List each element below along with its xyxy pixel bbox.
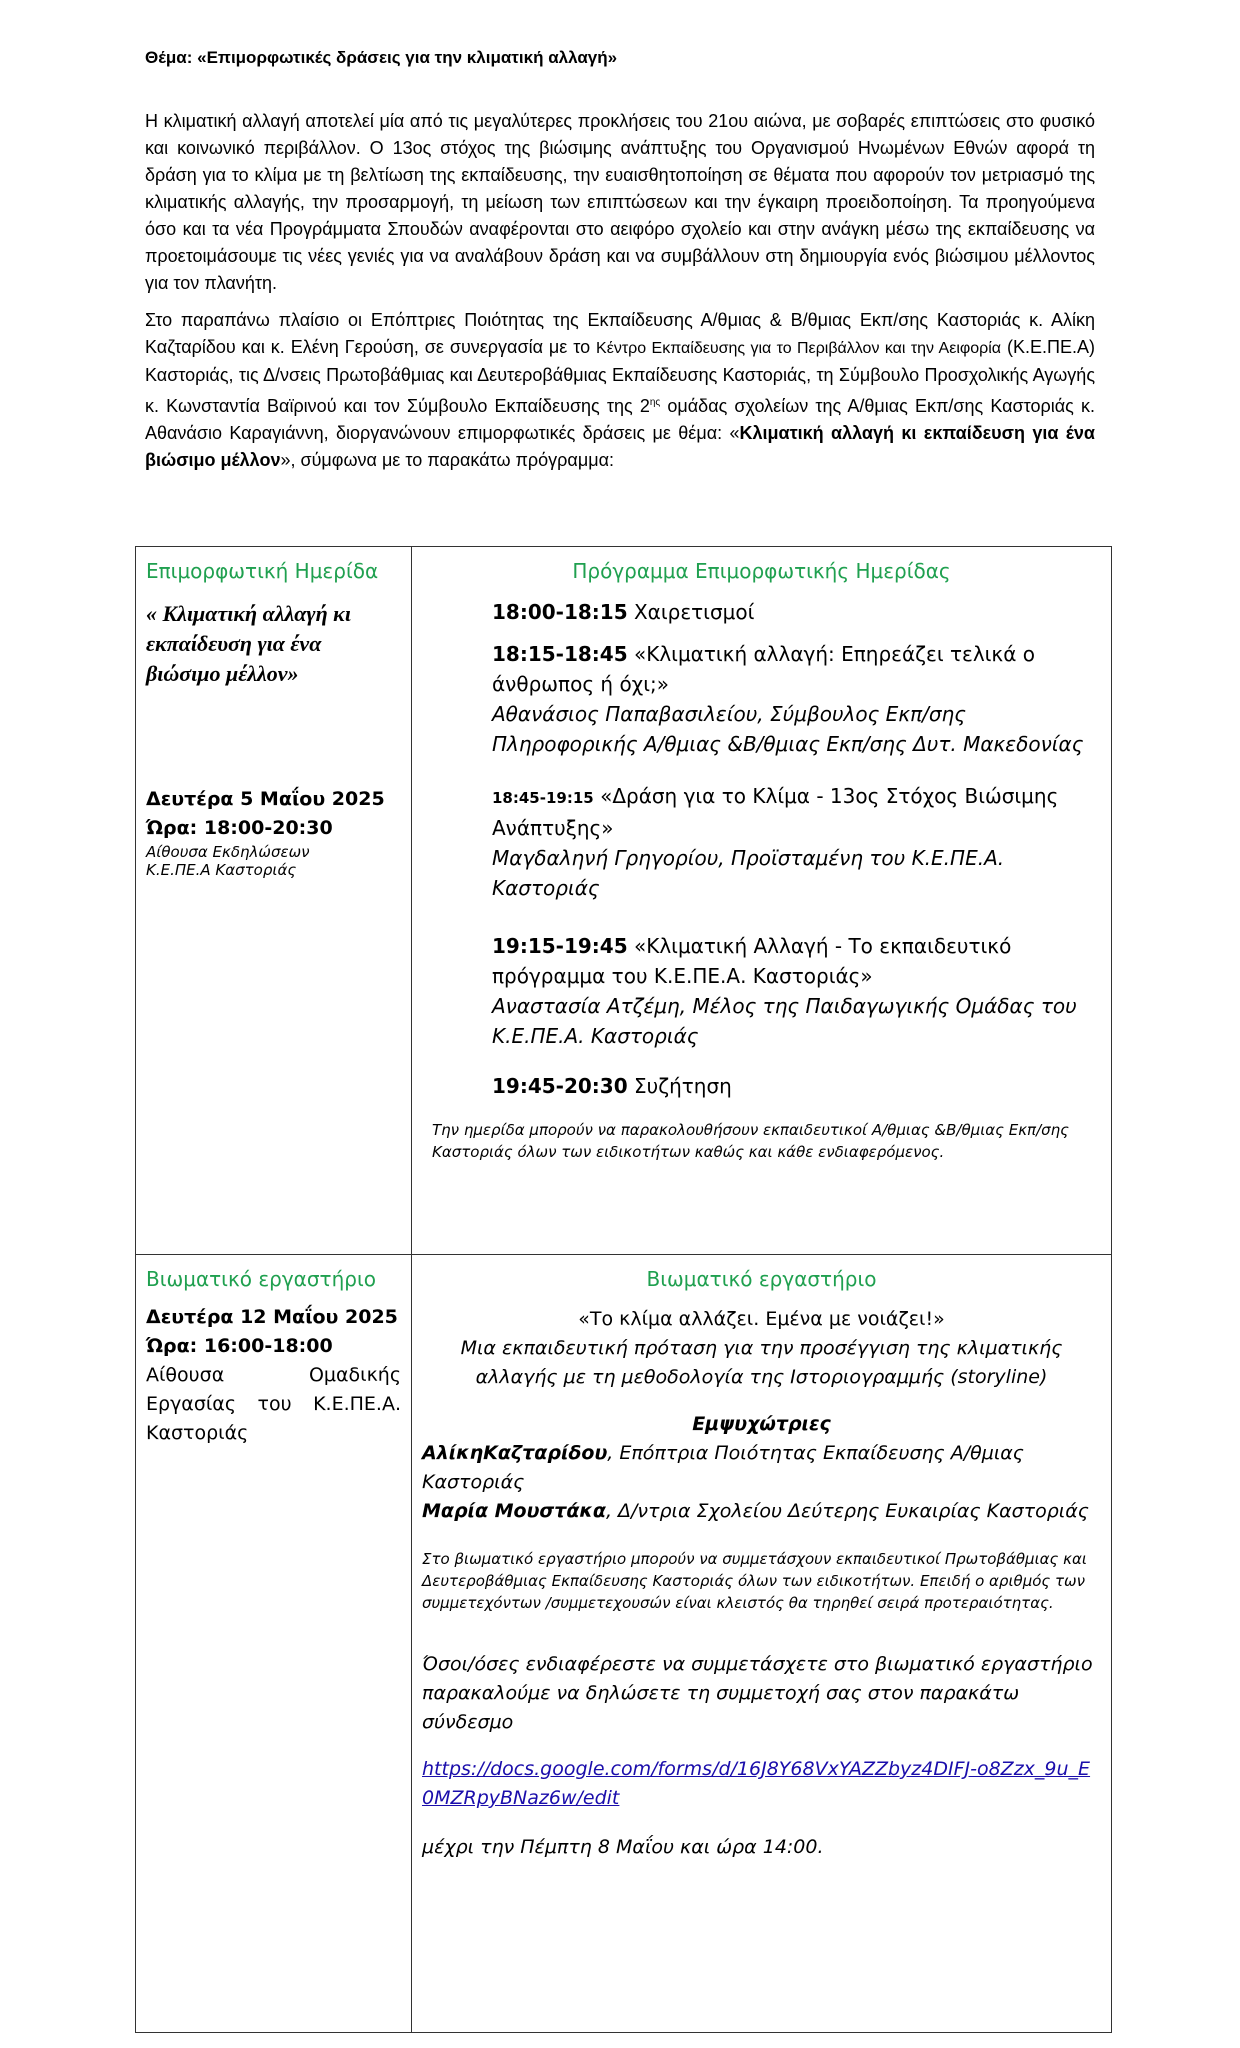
intro-paragraph: Η κλιματική αλλαγή αποτελεί μία από τις μεγαλύτερες προκλήσεις του 21ου αιώνα, με σοβαρές επιπτώσεις στο φυσικό και κοινωνικό περιβάλλον. Ο 13ος στόχος της βιώσιμης ανάπτυξης του Οργανισμού Ηνωμένων Εθνών αφορά τη δράση για το κλίμα με τη βελτίωση της εκπαίδευσης, την ευαισθητοποίηση σε θέματα που αφορούν τον μετριασμό της κλιματικής αλλαγής, την προσαρμογή, τη μείωση των επιπτώσεων και την έγκαιρη προειδοποίηση. Τα προηγούμενα όσο και τα νέα Προγράμματα Σπουδών αναφέρονται στο αειφόρο σχολείο και στην ανάγκη μέσω της εκπαίδευσης να προετοιμάσουμε τις νέες γενιές για να αναλάβουν δράση και να συμβάλλουν στη δημιουργία ενός βιώσιμου μέλλοντος για τον πλανήτη. xyxy=(145,111,1095,293)
workshop-participants-note: Στο βιωματικό εργαστήριο μπορούν να συμμετάσχουν εκπαιδευτικοί Πρωτοβάθμιας και Δευτεροβάθμιας Εκπαίδευσης Καστοριάς όλων των ειδικοτήτων. Επειδή ο αριθμός των συμμετεχόντων /συμμετεχουσών είναι κλειστός θα τηρηθεί σειρά προτεραιότητας. xyxy=(422,1550,1087,1612)
program-item-time: 19:15-19:45 xyxy=(492,934,628,958)
facilitator-2-role: , Δ/ντρια Σχολείου Δεύτερης Ευκαιρίας Καστοριάς xyxy=(605,1500,1089,1522)
seminar-program-heading: Πρόγραμμα Επιμορφωτικής Ημερίδας xyxy=(572,559,951,583)
program-item-text: «Κλιματική Αλλαγή - Το εκπαιδευτικό πρόγραμμα του Κ.Ε.ΠΕ.Α. Καστοριάς» xyxy=(492,934,1012,988)
program-item-time: 19:45-20:30 xyxy=(492,1074,628,1098)
seminar-venue-line xyxy=(146,843,401,861)
workshop-time: Ώρα: 16:00-18:00 xyxy=(146,1335,333,1357)
seminar-title: « Κλιματική αλλαγή κι εκπαίδευση για ένα βιώσιμο μέλλον» xyxy=(146,601,351,686)
program-item-time: 18:45-19:15 xyxy=(492,789,594,807)
registration-link-wrap xyxy=(422,1755,1101,1813)
facilitators-heading: Εμψυχώτριες xyxy=(692,1413,831,1435)
workshop-right-cell xyxy=(412,1255,1112,2033)
seminar-right-cell xyxy=(412,547,1112,1255)
seminar-venue-b: Κ.Ε.ΠΕ.Α Καστοριάς xyxy=(146,861,297,879)
program-item xyxy=(492,597,1101,627)
program-item-text: «Δράση για το Κλίμα - 13ος Στόχος Βιώσιμης Ανάπτυξης» xyxy=(492,784,1059,840)
registration-link[interactable]: https://docs.google.com/forms/d/16J8Y68VxYAZZbyz4DIFJ-o8Zzx_9u_E0MZRpyBNaz6w/edit xyxy=(422,1758,1091,1809)
program-item xyxy=(492,931,1101,1051)
program-item-speaker: Αναστασία Ατζέμη, Μέλος της Παιδαγωγικής Ομάδας του Κ.Ε.ΠΕ.Α. Καστοριάς xyxy=(492,994,1077,1048)
seminar-date: Δευτέρα 5 Μαΐου 2025 xyxy=(146,788,385,810)
organizers-text-b: (Κ.Ε.ΠΕ.Α) Καστοριάς, τις Δ/νσεις Πρωτοβάθμιας και Δευτεροβάθμιας Εκπαίδευσης Καστοριάς, τη Σύμβουλο Προσχολικής Αγωγής κ. Κωνσταντία Βαϊρινού και τον Σύμβουλο Εκπαίδευσης της 2 xyxy=(145,337,1096,416)
program-table xyxy=(135,546,1112,2033)
program-item-speaker: Αθανάσιος Παπαβασιλείου, Σύμβουλος Εκπ/σης Πληροφορικής Α/θμιας &Β/θμιας Εκπ/σης Δυτ. Μακεδονίας xyxy=(492,702,1084,756)
program-item xyxy=(492,639,1101,759)
facilitator-2-name: Μαρία Μουστάκα xyxy=(422,1500,606,1522)
seminar-row xyxy=(136,547,1112,1255)
facilitator-1 xyxy=(422,1439,1101,1497)
workshop-left-heading: Βιωματικό εργαστήριο xyxy=(146,1267,376,1291)
seminar-venue-a: Αίθουσα Εκδηλώσεων xyxy=(146,843,310,861)
workshop-quote: «Το κλίμα αλλάζει. Εμένα με νοιάζει!» xyxy=(578,1308,945,1330)
program-item-time: 18:15-18:45 xyxy=(492,642,628,666)
registration-text: Όσοι/όσες ενδιαφέρεστε να συμμετάσχετε στο βιωματικό εργαστήριο παρακαλούμε να δηλώσετε τη συμμετοχή σας στον παρακάτω σύνδεσμο xyxy=(422,1653,1093,1733)
workshop-left-cell xyxy=(136,1255,412,2033)
workshop-subtitle: Μια εκπαιδευτική πρόταση για την προσέγγιση της κλιματικής αλλαγής με τη μεθοδολογία της Ιστοριογραμμής (storyline) xyxy=(460,1337,1063,1388)
kepea-full-name: Κέντρο Εκπαίδευσης για το Περιβάλλον και την Αειφορία xyxy=(596,340,1002,357)
facilitator-1-role: , Επόπτρια Ποιότητας Εκπαίδευσης Α/θμιας Καστοριάς xyxy=(422,1442,1024,1493)
workshop-venue: Αίθουσα Ομαδικής Εργασίας του Κ.Ε.ΠΕ.Α. Καστοριάς xyxy=(146,1364,401,1444)
program-item-speaker: Μαγδαληνή Γρηγορίου, Προϊσταμένη του Κ.Ε.ΠΕ.Α. Καστοριάς xyxy=(492,846,1005,900)
seminar-time: Ώρα: 18:00-20:30 xyxy=(146,817,333,839)
organizers-text-d: », σύμφωνα με το παρακάτω πρόγραμμα: xyxy=(280,450,614,470)
seminar-audience-note: Την ημερίδα μπορούν να παρακολουθήσουν εκπαιδευτικοί Α/θμιας &Β/θμιας Εκπ/σης Καστοριάς όλων των ειδικοτήτων καθώς και κάθε ενδιαφερόμενος. xyxy=(432,1121,1069,1161)
workshop-row xyxy=(136,1255,1112,2033)
program-item xyxy=(492,781,1101,903)
program-item-text: Συζήτηση xyxy=(627,1074,732,1098)
organizers-text-a: Στο παραπάνω πλαίσιο οι Επόπτριες Ποιότητας της Εκπαίδευσης Α/θμιας & Β/θμιας Εκπ/σης Καστοριάς κ. Αλίκη Καζταρίδου και κ. Ελένη Γερούση, σε συνεργασία με το xyxy=(145,310,1095,357)
workshop-date: Δευτέρα 12 Μαΐου 2025 xyxy=(146,1306,398,1328)
facilitator-2 xyxy=(422,1497,1101,1526)
facilitator-1-name: ΑλίκηΚαζταρίδου xyxy=(422,1442,608,1464)
subject-line: Θέμα: «Επιμορφωτικές δράσεις για την κλιματική αλλαγή» xyxy=(145,48,618,67)
ordinal-suffix: ης xyxy=(649,397,661,408)
registration-deadline: μέχρι την Πέμπτη 8 Μαΐου και ώρα 14:00. xyxy=(422,1836,824,1858)
program-item-text: Χαιρετισμοί xyxy=(627,600,755,624)
theme-title: Κλιματική αλλαγή κι εκπαίδευση για ένα βιώσιμο μέλλον xyxy=(145,423,1095,470)
organizers-text-c: ομάδας σχολείων της Α/θμιας Εκπ/σης Καστοριάς κ. Αθανάσιο Καραγιάννη, διοργανώνουν επιμορφωτικές δράσεις με θέμα: « xyxy=(145,396,1095,443)
seminar-left-heading: Επιμορφωτική Ημερίδα xyxy=(146,559,379,583)
program-item-text: «Κλιματική αλλαγή: Επηρεάζει τελικά ο άνθρωπος ή όχι;» xyxy=(492,642,1035,696)
seminar-left-cell xyxy=(136,547,412,1255)
workshop-right-heading: Βιωματικό εργαστήριο xyxy=(646,1267,877,1291)
program-item xyxy=(492,1071,1101,1101)
program-item-time: 18:00-18:15 xyxy=(492,600,628,624)
organizers-paragraph xyxy=(145,307,1095,474)
